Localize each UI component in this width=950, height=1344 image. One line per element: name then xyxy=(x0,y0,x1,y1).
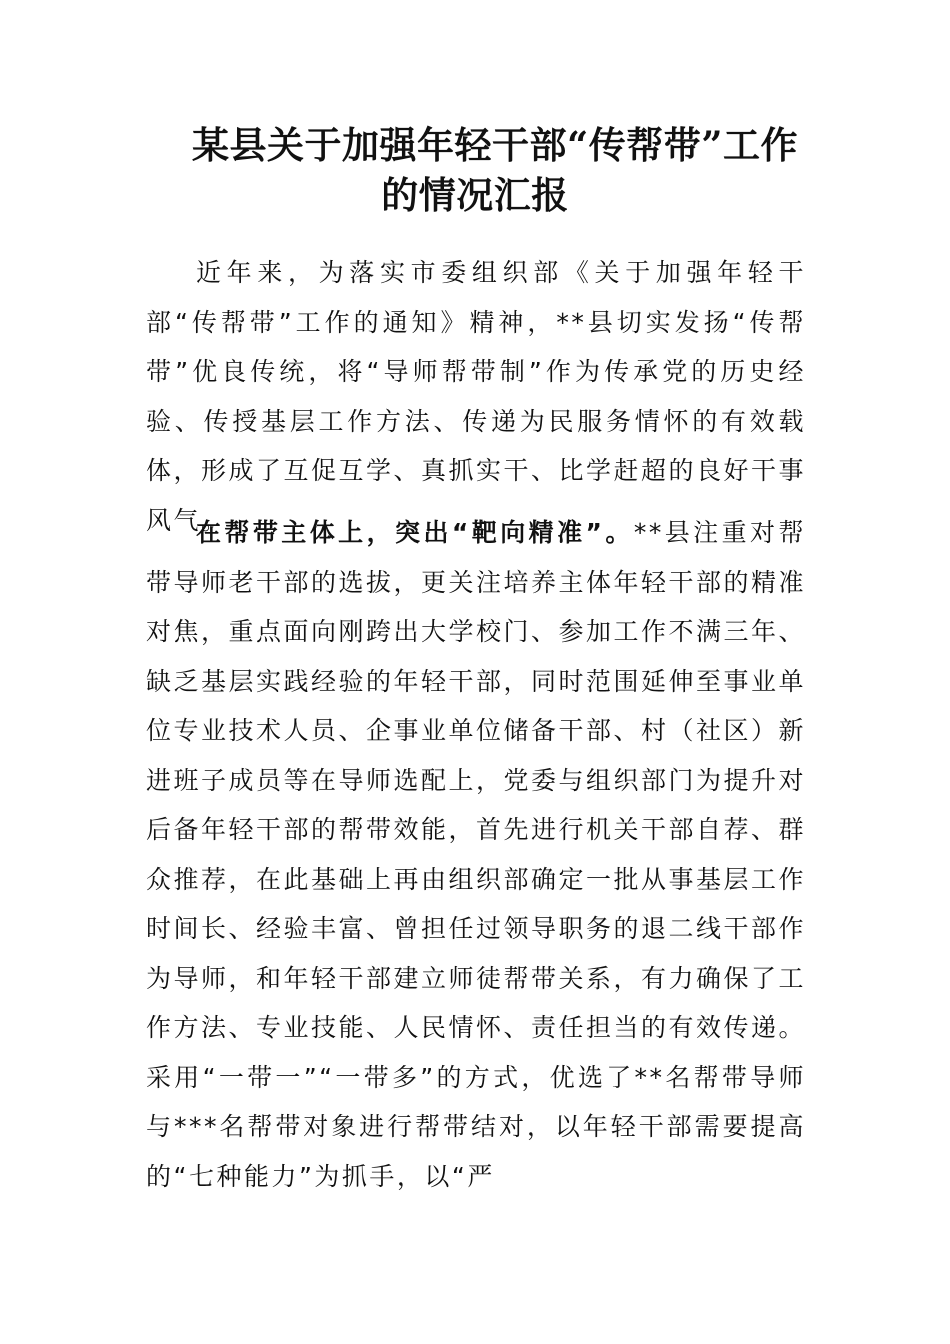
document-title xyxy=(0,120,950,220)
title-line-2: 的情况汇报 xyxy=(381,173,569,217)
title-line-1: 某县关于加强年轻干部“传帮带”工作 xyxy=(191,123,799,167)
paragraph-intro: 近年来，为落实市委组织部《关于加强年轻干部“传帮带”工作的通知》精神，**县切实发扬“传帮带”优良传统，将“导师帮带制”作为传承党的历史经验、传授基层工作方法、传递为民服务情怀的有效载体，形成了互促互学、真抓实干、比学赶超的良好干事风气。 xyxy=(146,258,807,535)
paragraph-subject xyxy=(146,508,806,1201)
paragraph-lead-heading: 在帮带主体上，突出“靶向精准”。 xyxy=(196,518,634,547)
paragraph-body: **县注重对帮带导师老干部的选拔，更关注培养主体年轻干部的精准对焦，重点面向刚跨出大学校门、参加工作不满三年、缺乏基层实践经验的年轻干部，同时范围延伸至事业单位专业技术人员、企事业单位储备干部、村（社区）新进班子成员等在导师选配上，党委与组织部门为提升对后备年轻干部的帮带效能，首先进行机关干部自荐、群众推荐，在此基础上再由组织部确定一批从事基层工作时间长、经验丰富、曾担任过领导职务的退二线干部作为导师，和年轻干部建立师徒帮带关系，有力确保了工作方法、专业技能、人民情怀、责任担当的有效传递。采用“一带一”“一带多”的方式，优选了**名帮带导师与***名帮带对象进行帮带结对，以年轻干部需要提高的“七种能力”为抓手，以“严 xyxy=(146,518,807,1191)
